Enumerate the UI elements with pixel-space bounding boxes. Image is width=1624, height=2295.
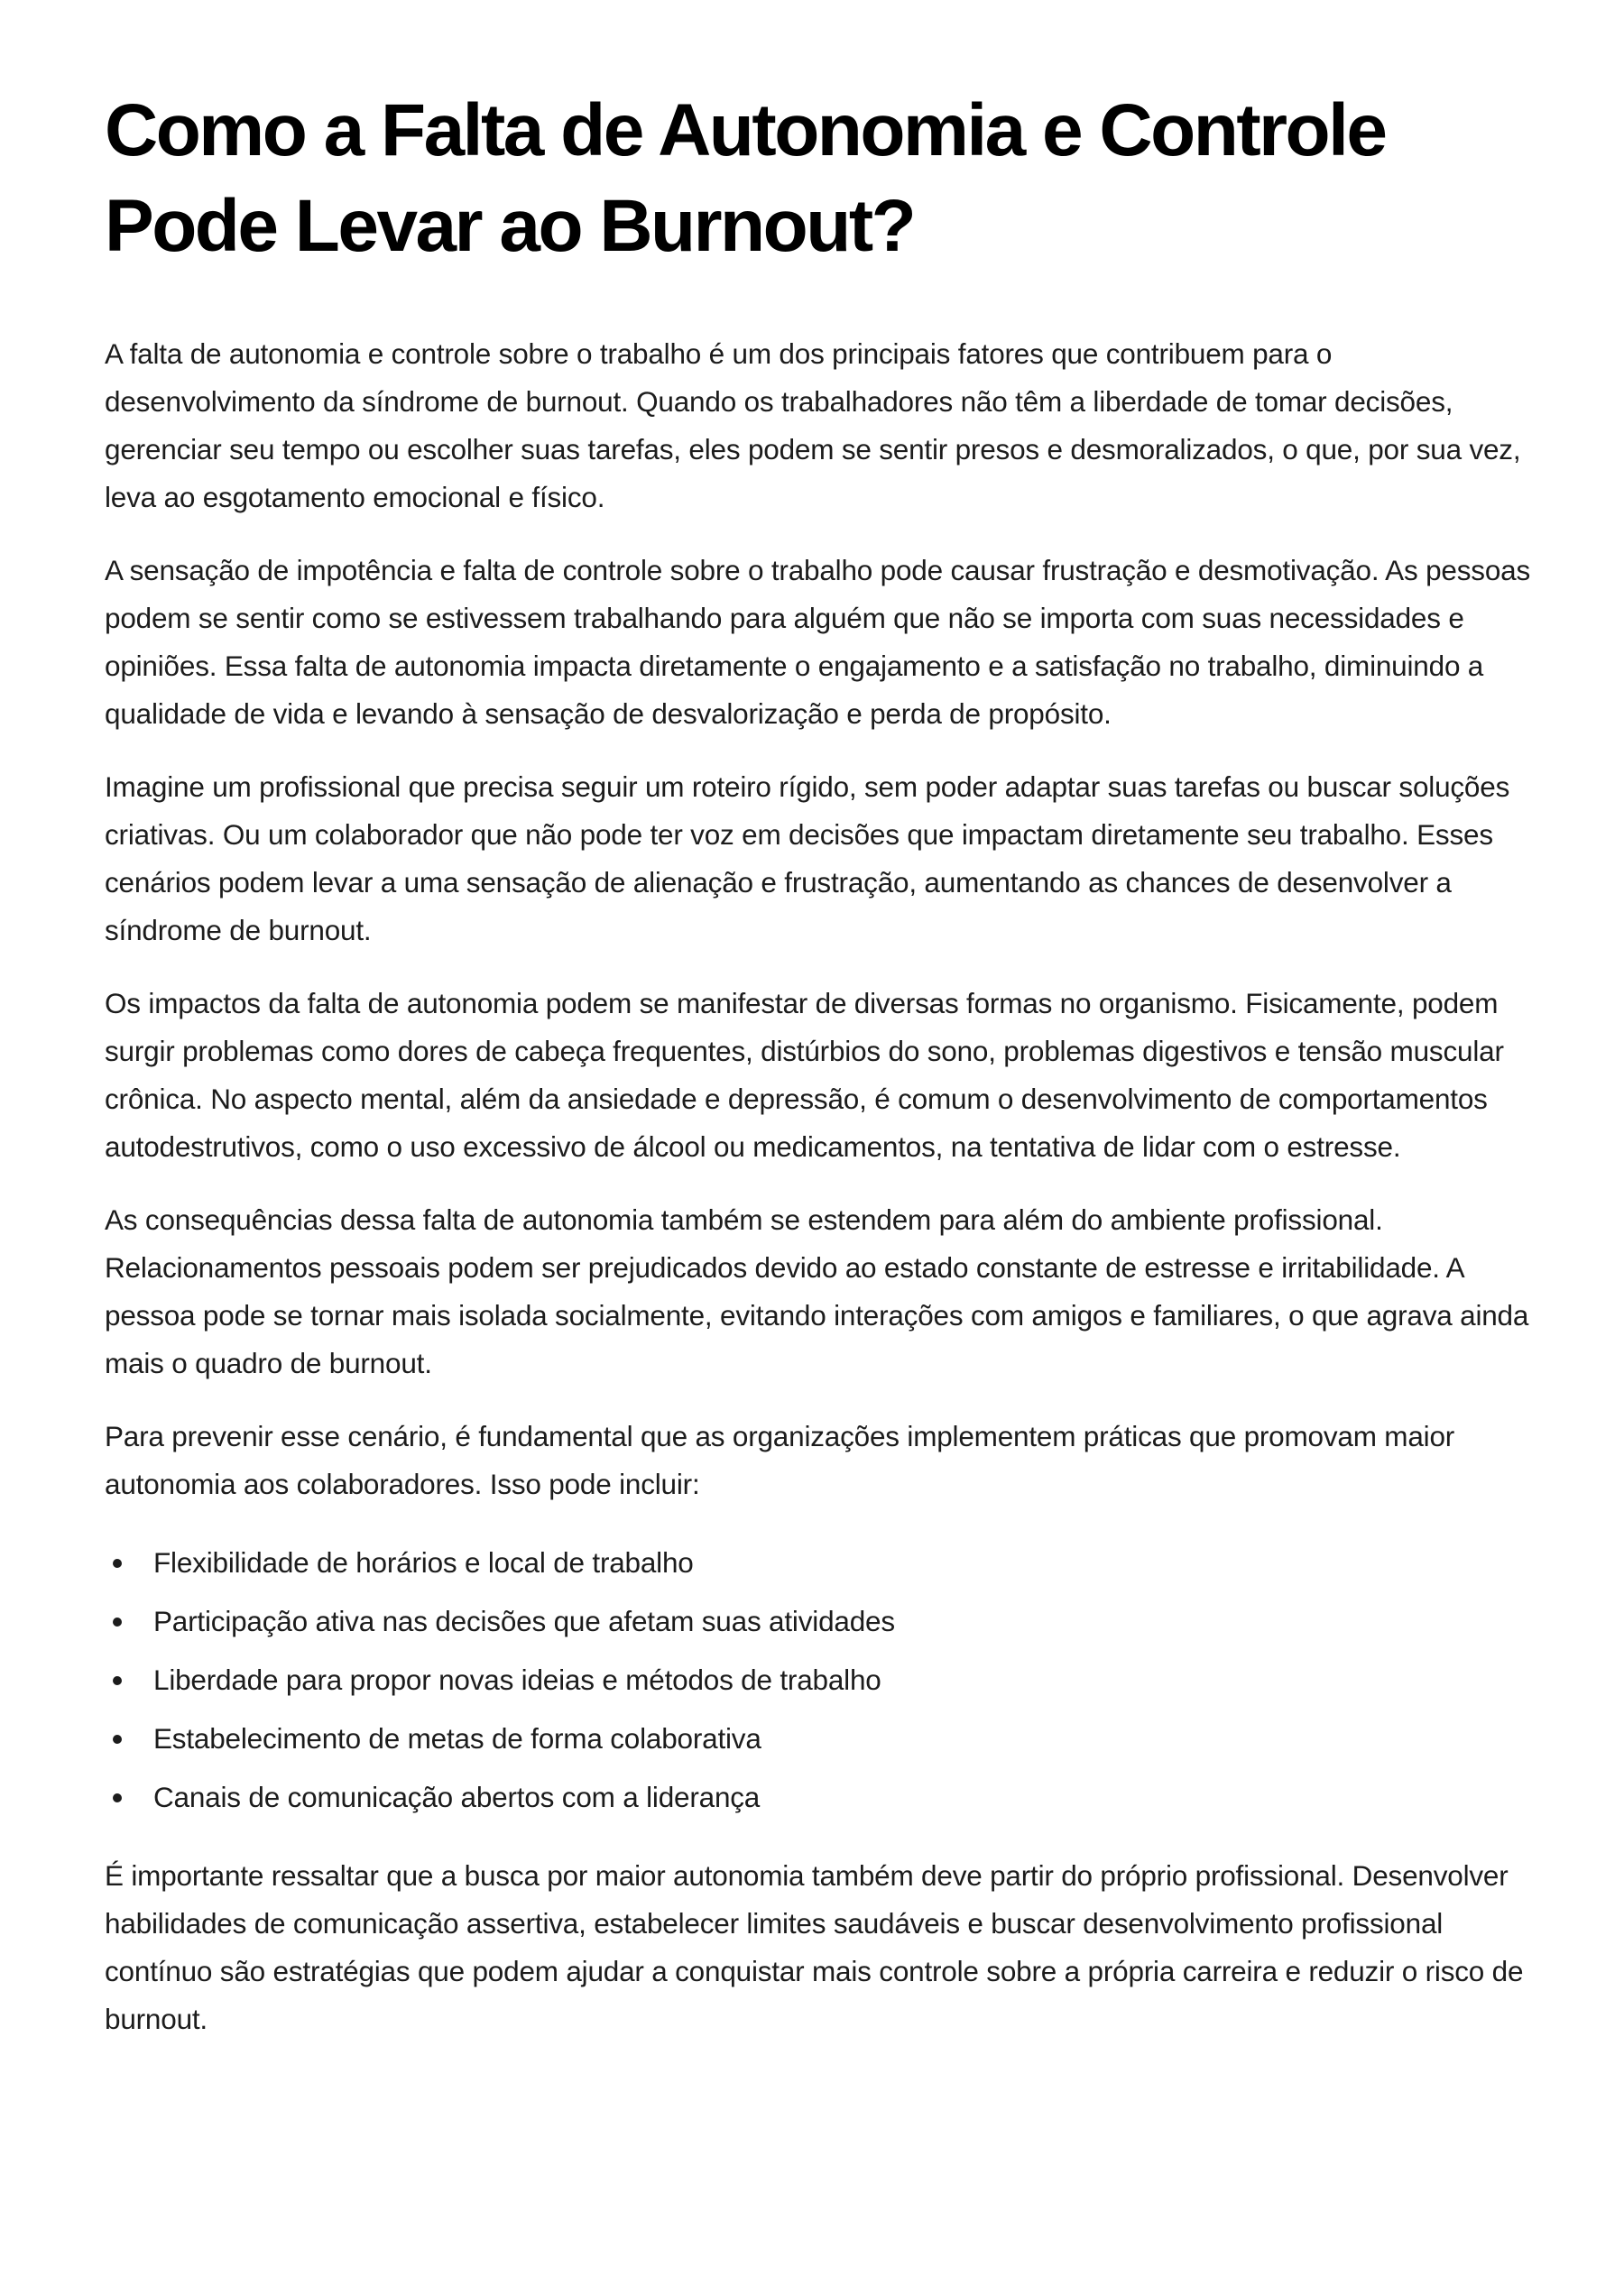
document-page — [105, 83, 1539, 2069]
list-item — [105, 1592, 1539, 1651]
list-item — [105, 1768, 1539, 1827]
paragraph: Imagine um profissional que precisa seguir um roteiro rígido, sem poder adaptar suas tarefas ou buscar soluções criativas. Ou um colaborador que não pode ter voz em decisões que impactam diretamente seu trabalho. Esses cenários podem levar a uma sensação de alienação e frustração, aumentando as chances de desenvolver a síndrome de burnout. — [105, 770, 1510, 946]
list-item-text: Flexibilidade de horários e local de trabalho — [153, 1546, 694, 1579]
paragraph: A sensação de impotência e falta de controle sobre o trabalho pode causar frustração e desmotivação. As pessoas podem se sentir como se estivessem trabalhando para alguém que não se importa com suas necessidades e opiniões. Essa falta de autonomia impacta diretamente o engajamento e a satisfação no trabalho, diminuindo a qualidade de vida e levando à sensação de desvalorização e perda de propósito. — [105, 554, 1531, 730]
paragraph: Os impactos da falta de autonomia podem se manifestar de diversas formas no organismo. Fisicamente, podem surgir problemas como dores de cabeça frequentes, distúrbios do sono, problemas digestivos e tensão muscular crônica. No aspecto mental, além da ansiedade e depressão, é comum o desenvolvimento de comportamentos autodestrutivos, como o uso excessivo de álcool ou medicamentos, na tentativa de lidar com o estresse. — [105, 987, 1504, 1163]
list-item — [105, 1710, 1539, 1768]
paragraph: A falta de autonomia e controle sobre o trabalho é um dos principais fatores que contribuem para o desenvolvimento da síndrome de burnout. Quando os trabalhadores não têm a liberdade de tomar decisões, gerenciar seu tempo ou escolher suas tarefas, eles podem se sentir presos e desmoralizados, o que, por sua vez, leva ao esgotamento emocional e físico. — [105, 337, 1521, 513]
bullet-icon — [113, 1676, 122, 1685]
paragraph: As consequências dessa falta de autonomia também se estendem para além do ambiente profissional. Relacionamentos pessoais podem ser prejudicados devido ao estado constante de estresse e irritabilidade. A pessoa pode se tornar mais isolada socialmente, evitando interações com amigos e familiares, o que agrava ainda mais o quadro de burnout. — [105, 1203, 1529, 1379]
list-item — [105, 1651, 1539, 1710]
list-item-text: Canais de comunicação abertos com a liderança — [153, 1781, 761, 1813]
bullet-icon — [113, 1618, 122, 1627]
list-item-text: Liberdade para propor novas ideias e métodos de trabalho — [153, 1664, 881, 1696]
document-title: Como a Falta de Autonomia e Controle Pode Levar ao Burnout? — [105, 89, 1386, 267]
bullet-icon — [113, 1735, 122, 1744]
closing-paragraph: É importante ressaltar que a busca por maior autonomia também deve partir do próprio profissional. Desenvolver habilidades de comunicação assertiva, estabelecer limites saudáveis e buscar desenvolvimento profissional contínuo são estratégias que podem ajudar a conquistar mais controle sobre a própria carreira e reduzir o risco de burnout. — [105, 1859, 1524, 2035]
document-body — [105, 330, 1539, 2043]
bullet-icon — [113, 1793, 122, 1802]
list-item-text: Estabelecimento de metas de forma colaborativa — [153, 1722, 761, 1755]
list-item-text: Participação ativa nas decisões que afetam suas atividades — [153, 1605, 895, 1637]
list-item — [105, 1534, 1539, 1592]
bullet-list — [105, 1534, 1539, 1827]
paragraph: Para prevenir esse cenário, é fundamental que as organizações implementem práticas que promovam maior autonomia aos colaboradores. Isso pode incluir: — [105, 1420, 1455, 1500]
bullet-icon — [113, 1559, 122, 1568]
